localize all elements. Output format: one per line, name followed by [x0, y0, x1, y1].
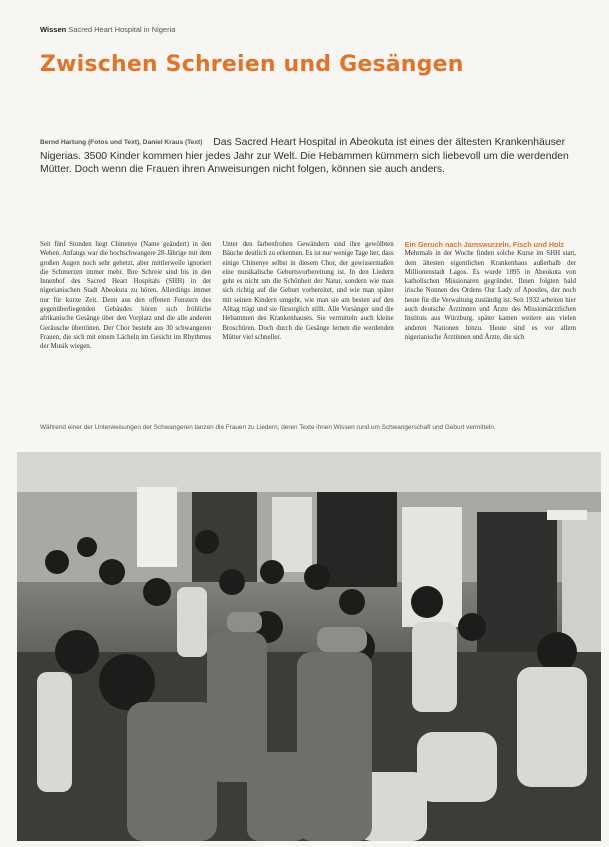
article-title: Zwischen Schreien und Gesängen [40, 52, 464, 77]
body-column-3 [405, 240, 576, 410]
body-column-2: Unter den farbenfrohen Gewändern sind ihre gewölbten Bäuche deutlich zu erkennen. Es ist nur wenige Tage her, dass einige Chinenye selbst in diesem Chor, der gewissermaßen eine musikalische Geburtsvorbereitung ist. In den Liedern geht es nicht um die Schönheit der Natur, sondern wie man sich richtig auf die Geburt vorbereitet, und wie man später mit seinen Kindern umgeht, wie man sie am besten auf den Alltag trägt und sie fürsorglich stillt. Alle Vorsänger sind die Hebammen des Krankenhauses. Sie vermitteln auch kleine Broschüren. Doch durch die Gesänge lernen die werdenden Mütter viel schneller. [222, 241, 394, 341]
body-column-1: Seit fünf Stunden liegt Chinenye (Name geändert) in den Wehen. Anfangs war die hochschwangere 28-Jährige mit dem großen Augen noch sehr gehetzt, aber mittlerweile ignoriert die Schmerzen immer mehr. Ihre Schreie sind bis in den Innenhof des Sacred Heart Hospitals (SHH) in der nigerianischen Stadt Abeokuta zu hören. Allerdings immer nur für kurze Zeit. Denn aus den offenen Fenstern des gegenüberliegenden Gebäudes hören sich fröhliche afrikanische Gesänge über den Vorplatz und die alle anderen Geräusche übertönen. Der Chor besteht aus 30 schwangeren Frauen, die sich mit einem Lächeln im Gesicht im Rhythmus der Musik wiegen. [40, 241, 212, 351]
article-lead [40, 136, 575, 177]
header-topic: Sacred Heart Hospital in Nigeria [68, 25, 176, 34]
article-body [40, 240, 576, 410]
running-header [40, 25, 175, 34]
photo-illustration [17, 452, 601, 841]
lead-text: Das Sacred Heart Hospital in Abeokuta ist eines der ältesten Krankenhäuser Nigerias. 3500 Kinder kommen hier jedes Jahr zur Welt. Die Hebammen kümmern sich liebevoll um die werdenden Mütter. Doch wenn die Frauen ihren Anweisungen nicht folgen, können sie auch anders. [40, 137, 569, 175]
photo-caption: Während einer der Unterweisungen der Schwangeren tanzen die Frauen zu Liedern, deren Texte ihnen Wissen rund um Schwangerschaft und Geburt vermitteln. [40, 424, 496, 431]
header-section: Wissen [40, 25, 67, 34]
article-photo [17, 452, 601, 841]
column-subhead: Ein Geruch nach Jamswurzeln, Fisch und Holz [404, 240, 565, 249]
body-column-3-text: Mehrmals in der Woche finden solche Kurse im SHH statt, dem ältesten eigentlichen Krankenhaus außerhalb der Millionenstadt Lagos. Es wurde 1895 in Abeokuta von katholischen Missionaren gegründet. Ihnen folgten bald irische Nonnen des Ordens Our Lady of Apostles, der noch heute für die Verwaltung zuständig ist. Seit 1932 arbeiten hier auch deutsche Ärztinnen und Ärzte des Missionsärztlichen Instituts aus Würzburg, später kamen weitere aus vielen anderen Nationen hinzu. Heute sind es vor allem nigerianische Ärztinnen und Ärzte, die sich [404, 250, 576, 341]
article-authors: Bernd Hartung (Fotos und Text), Daniel Kraus (Text) [40, 139, 203, 146]
